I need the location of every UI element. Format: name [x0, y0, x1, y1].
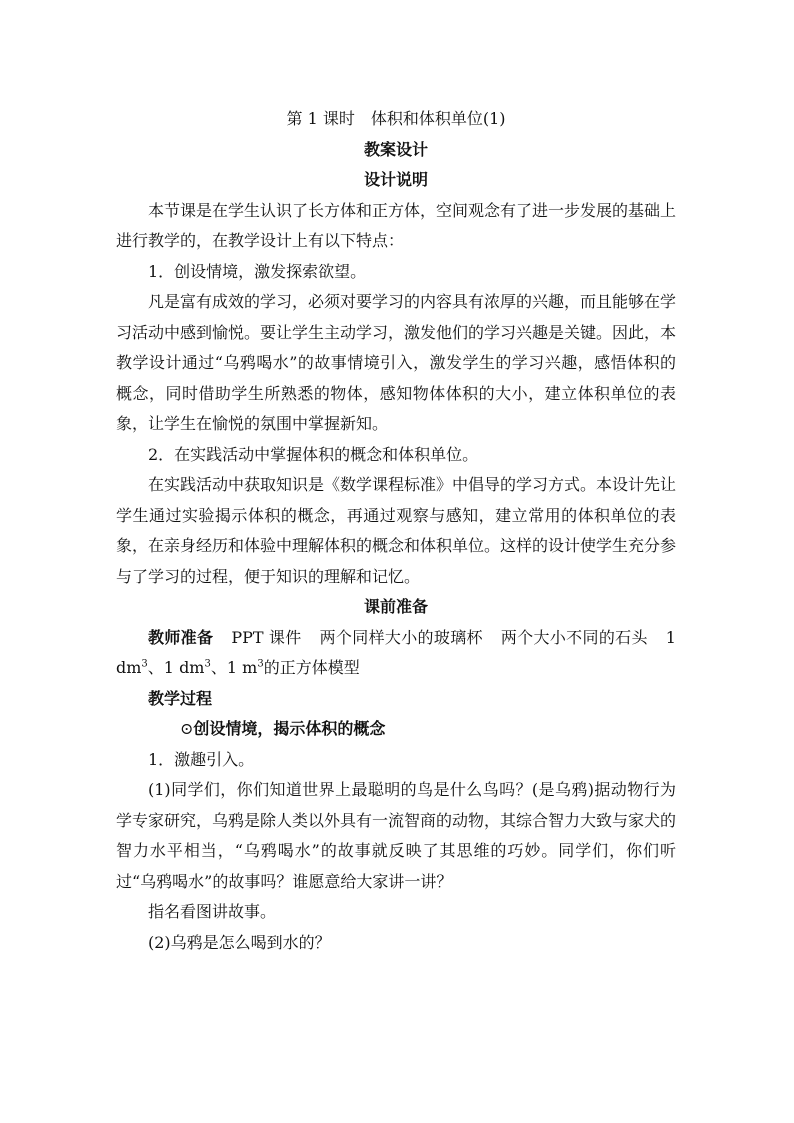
- prep-item: PPT 课件: [231, 627, 302, 647]
- model-text: 、1 m: [210, 658, 258, 677]
- point2-paragraph: 在实践活动中获取知识是《数学课程标准》中倡导的学习方式。本设计先让学生通过实验揭示体积的概念，再通过观察与感知，建立常用的体积单位的表象，在亲身经历和体验中理解体积的概念和体积单位。这样的设计使学生充分参与了学习的过程，便于知识的理解和记忆。: [116, 475, 677, 586]
- section-heading-explain: 设计说明: [363, 170, 428, 189]
- lesson-title: 第 1 课时 体积和体积单位(1): [286, 109, 506, 128]
- point2-heading: 2．在实践活动中掌握体积的概念和体积单位。: [148, 444, 479, 464]
- step1-note: 指名看图讲故事。: [148, 902, 277, 921]
- intro-paragraph: 本节课是在学生认识了长方体和正方体，空间观念有了进一步发展的基础上进行教学的，在教学设计上有以下特点：: [116, 200, 677, 250]
- prep-label: 教师准备: [148, 627, 214, 647]
- prep-item: 两个同样大小的玻璃杯: [319, 627, 483, 647]
- step1-question1: (1)同学们，你们知道世界上最聪明的鸟是什么鸟吗？(是乌鸦)据动物行为学专家研究，乌鸦是除人类以外具有一流智商的动物，其综合智力大致与家犬的智力水平相当，“乌鸦喝水”的故事就反映了其思维的巧妙。同学们，你们听过“乌鸦喝水”的故事吗？谁愿意给大家讲一讲？: [116, 780, 677, 891]
- unit-exponent: 3: [141, 658, 148, 670]
- section-heading-design: 教案设计: [363, 139, 428, 159]
- step1-heading: 1．激趣引入。: [148, 749, 255, 769]
- circle-dot-icon: ⊙: [180, 719, 194, 738]
- unit-exponent: 3: [204, 658, 211, 670]
- section-heading-prep: 课前准备: [363, 597, 428, 616]
- section-heading-process: 教学过程: [148, 688, 213, 708]
- model-text: 的正方体模型: [263, 658, 360, 677]
- model-text: 1 dm: [116, 627, 676, 677]
- prep-paragraph: [116, 623, 676, 684]
- point1-heading: 1．创设情境，激发探索欲望。: [148, 261, 367, 281]
- step1-question2: (2)乌鸦是怎么喝到水的？: [148, 932, 331, 952]
- document-body: [116, 104, 676, 958]
- unit-exponent: 3: [257, 658, 264, 670]
- model-text: 、1 dm: [147, 658, 205, 677]
- step-heading: [116, 714, 676, 745]
- step-title: 创设情境，揭示体积的概念: [193, 719, 386, 738]
- point1-paragraph: 凡是富有成效的学习，必须对要学习的内容具有浓厚的兴趣，而且能够在学习活动中感到愉悦。要让学生主动学习，激发他们的学习兴趣是关键。因此，本教学设计通过“乌鸦喝水”的故事情境引入，激发学生的学习兴趣，感悟体积的概念，同时借助学生所熟悉的物体，感知物体体积的大小，建立体积单位的表象，让学生在愉悦的氛围中掌握新知。: [116, 292, 677, 433]
- prep-item: 两个大小不同的石头: [500, 627, 648, 647]
